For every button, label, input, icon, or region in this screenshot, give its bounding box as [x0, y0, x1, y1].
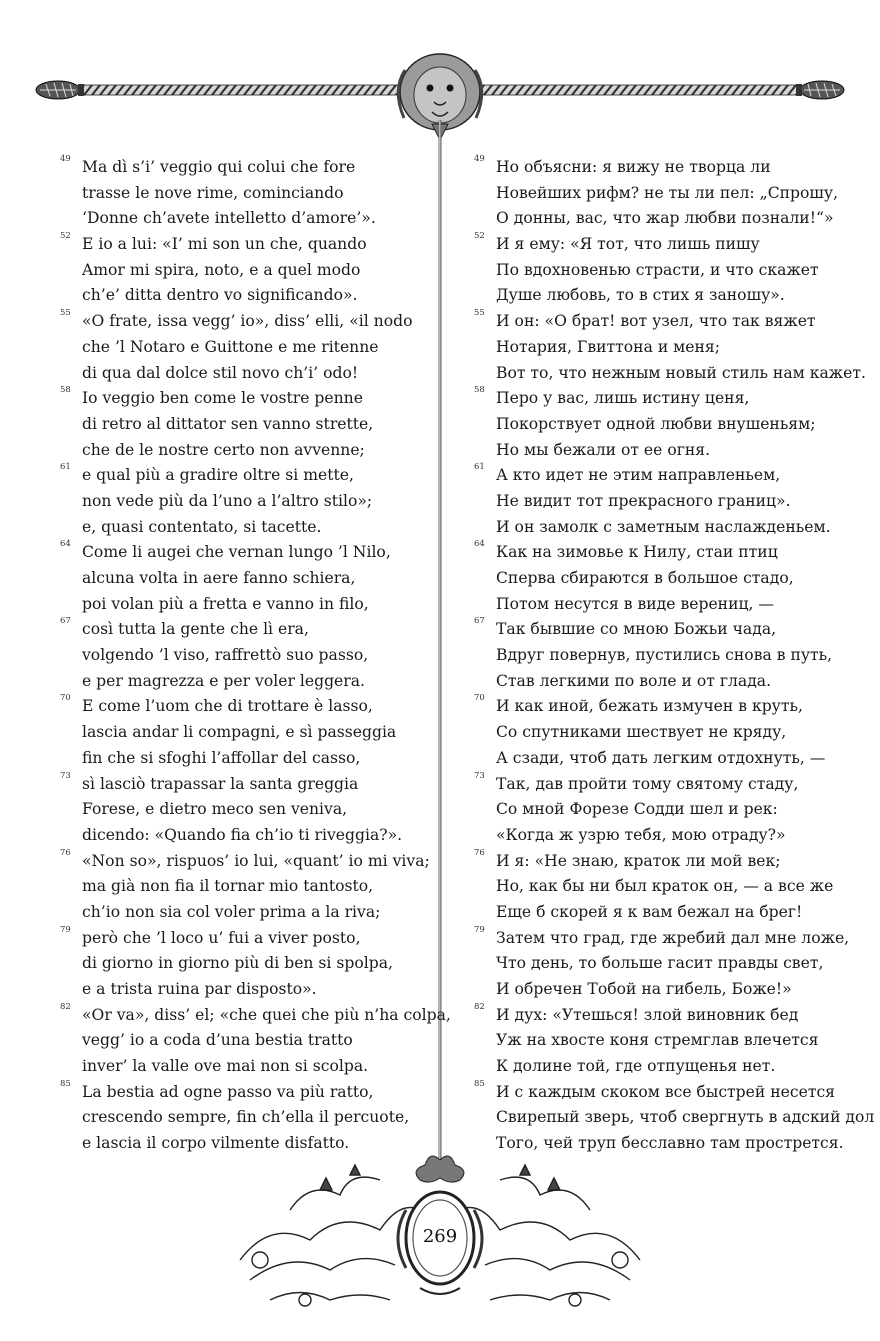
verse-line — [60, 386, 440, 412]
verse-text: vegg’ io a coda d’una bestia tratto — [82, 1031, 353, 1050]
verse-text: Come li augei che vernan lungo ’l Nilo, — [82, 543, 391, 562]
verse-text: Еще б скорей я к вам бежал на брег! — [496, 902, 803, 921]
stanza — [60, 386, 440, 463]
verse-line — [60, 823, 440, 849]
verse-number: 73 — [60, 770, 71, 781]
verse-number: 73 — [474, 770, 485, 781]
verse-number: 67 — [60, 616, 71, 627]
verse-text: Перо у вас, лишь истину ценя, — [496, 389, 750, 408]
stanza — [474, 386, 854, 463]
verse-line — [60, 515, 440, 541]
stanza — [60, 694, 440, 771]
stanza — [60, 926, 440, 1003]
verse-text: Amor mi spira, noto, e a quel modo — [82, 260, 361, 279]
verse-number: 55 — [60, 308, 71, 319]
verse-line — [474, 592, 854, 618]
stanza — [474, 1078, 875, 1157]
verse-line — [60, 1054, 440, 1080]
verse-text: trasse le nove rime, cominciando — [82, 183, 344, 202]
verse-text: Уж на хвосте коня стремглав влечется — [496, 1031, 819, 1050]
verse-line — [60, 155, 440, 181]
verse-line — [474, 232, 854, 258]
verse-line — [60, 412, 440, 438]
verse-number: 76 — [474, 847, 485, 858]
page-number: 269 — [422, 1226, 458, 1247]
verse-text: «Non so», rispuos’ io lui, «quant’ io mi viva; — [82, 851, 430, 870]
verse-text: Затем что град, где жребий дал мне ложе, — [496, 928, 850, 947]
verse-text: И он замолк с заметным наслажденьем. — [496, 517, 831, 536]
stanza — [474, 772, 854, 849]
stanza — [474, 463, 854, 540]
verse-number: 58 — [60, 385, 71, 396]
verse-line — [60, 694, 440, 720]
verse-text: Сперва сбираются в большое стадо, — [496, 569, 794, 587]
verse-text: ma già non fia il tornar mio tantosto, — [82, 877, 374, 896]
verse-line — [474, 515, 854, 541]
verse-line — [474, 1080, 854, 1106]
verse-text: И обречен Тобой на гибель, Боже!» — [496, 980, 792, 998]
verse-line — [474, 1028, 854, 1054]
verse-text: non vede più da l’uno a l’altro stilo»; — [82, 491, 373, 510]
rope-left — [80, 85, 410, 95]
verse-text: di qua dal dolce stil novo ch’i’ odo! — [82, 363, 359, 382]
verse-line — [474, 1003, 854, 1029]
verse-line — [60, 283, 440, 309]
verse-text: La bestia ad ogne passo va più ratto, — [82, 1082, 374, 1101]
stanza — [60, 1001, 451, 1080]
verse-line — [474, 694, 854, 720]
stanza — [60, 463, 440, 540]
verse-text: А кто идет не этим направленьем, — [496, 466, 781, 485]
stanza — [474, 617, 854, 694]
stanza — [474, 232, 854, 309]
verse-text: Со мной Форезе Содди шел и рек: — [496, 800, 778, 819]
verse-text: К долине той, где отпущенья нет. — [496, 1057, 776, 1076]
stanza — [474, 155, 854, 232]
verse-line — [474, 617, 854, 643]
verse-number: 79 — [60, 924, 71, 935]
verse-number: 52 — [474, 231, 485, 242]
verse-text: e a trista ruina par disposto». — [82, 980, 317, 998]
verse-line — [60, 977, 440, 1003]
verse-number: 61 — [474, 462, 485, 473]
verse-line — [474, 463, 854, 489]
verse-text: И как иной, бежать измучен в круть, — [496, 697, 803, 716]
verse-line — [60, 772, 440, 798]
verse-text: Потом несутся в виде верениц, — — [496, 594, 775, 613]
verse-line — [474, 951, 854, 977]
verse-text: Нотария, Гвиттона и меня; — [496, 337, 721, 356]
verse-text: Покорствует одной любви внушеньям; — [496, 414, 816, 433]
verse-text: volgendo ’l viso, raffrettò suo passo, — [82, 646, 369, 665]
verse-line — [474, 386, 854, 412]
verse-line — [474, 797, 854, 823]
verse-text: «Or va», diss’ el; «che quei che più n’ha colpa, — [82, 1005, 451, 1024]
verse-text: poi volan più a fretta e vanno in filo, — [82, 594, 369, 613]
verse-line — [60, 926, 440, 952]
verse-text: Новейших рифм? не ты ли пел: „Спрошу, — [496, 183, 839, 202]
verse-text: Став легкими по воле и от глада. — [496, 671, 772, 690]
russian-text-column — [474, 154, 875, 1157]
stanza — [60, 617, 440, 694]
verse-line — [474, 926, 854, 952]
verse-text: По вдохновенью страсти, и что скажет — [496, 260, 819, 279]
verse-line — [60, 566, 440, 592]
stanza — [60, 155, 440, 232]
verse-line — [60, 540, 440, 566]
verse-text: Того, чей труп бесславно там прострется. — [496, 1134, 844, 1153]
cartouche-frame-icon — [398, 1156, 482, 1294]
verse-text: però che ’l loco u’ fui a viver posto, — [82, 928, 361, 947]
verse-line — [474, 746, 854, 772]
verse-text: Душе любовь, то в стих я заношу». — [496, 286, 785, 305]
verse-text: ch’e’ ditta dentro vo significando». — [82, 286, 358, 305]
verse-line — [60, 1028, 440, 1054]
stanza — [474, 849, 854, 926]
verse-line — [60, 900, 440, 926]
stanza — [60, 540, 440, 617]
verse-number: 70 — [60, 693, 71, 704]
verse-text: alcuna volta in aere fanno schiera, — [82, 569, 356, 587]
verse-line — [60, 849, 440, 875]
pinecone-right-icon — [796, 81, 844, 99]
verse-line — [60, 232, 440, 258]
verse-text: dicendo: «Quando fia ch’io ti riveggia?». — [82, 825, 403, 844]
verse-line — [60, 951, 440, 977]
stanza — [60, 1080, 440, 1157]
verse-line — [474, 772, 854, 798]
verse-text: e lascia il corpo vilmente disfatto. — [82, 1134, 350, 1153]
verse-line — [474, 643, 854, 669]
verse-line — [60, 463, 440, 489]
verse-line — [474, 206, 854, 232]
verse-text: Ma dì s’i’ veggio qui colui che fore — [82, 158, 356, 176]
verse-number: 82 — [60, 1001, 71, 1012]
verse-line — [60, 746, 440, 772]
verse-line — [60, 1105, 440, 1131]
rope-right — [470, 85, 800, 95]
verse-line — [60, 206, 440, 232]
verse-text: così tutta la gente che lì era, — [82, 620, 309, 639]
verse-text: И дух: «Утешься! злой виновник бед — [496, 1005, 799, 1024]
verse-line — [474, 874, 854, 900]
verse-number: 82 — [474, 1001, 485, 1012]
verse-text: E io a lui: «I’ mi son un che, quando — [82, 235, 367, 254]
verse-text: che ’l Notaro e Guittone e me ritenne — [82, 337, 379, 356]
verse-line — [474, 309, 854, 335]
verse-text: e, quasi contentato, si tacette. — [82, 517, 322, 536]
verse-text: Но мы бежали от ее огня. — [496, 440, 711, 459]
verse-line — [60, 361, 440, 387]
verse-line — [474, 438, 854, 464]
verse-line — [60, 258, 440, 284]
verse-text: Io veggio ben come le vostre penne — [82, 389, 363, 408]
verse-line — [60, 309, 440, 335]
verse-text: E come l’uom che di trottare è lasso, — [82, 697, 373, 716]
verse-number: 76 — [60, 847, 71, 858]
verse-line — [60, 181, 440, 207]
verse-line — [474, 823, 854, 849]
verse-line — [474, 258, 854, 284]
pinecone-left-icon — [36, 81, 84, 99]
verse-line — [474, 412, 854, 438]
verse-line — [474, 361, 866, 387]
verse-line — [60, 617, 440, 643]
verse-number: 55 — [474, 308, 485, 319]
verse-line — [474, 977, 854, 1003]
verse-line — [60, 643, 440, 669]
verse-text: Так, дав пройти тому святому стаду, — [496, 774, 799, 793]
verse-line — [474, 489, 854, 515]
verse-text: Вдруг повернув, пустились снова в путь, — [496, 646, 833, 665]
verse-line — [60, 489, 440, 515]
verse-text: «O frate, issa vegg’ io», diss’ elli, «il nodo — [82, 312, 413, 331]
verse-number: 67 — [474, 616, 485, 627]
verse-text: Так бывшие со мною Божьи чада, — [496, 620, 777, 639]
stanza — [474, 308, 866, 386]
verse-number: 70 — [474, 693, 485, 704]
verse-number: 61 — [60, 462, 71, 473]
verse-number: 64 — [474, 539, 485, 550]
verse-text: fin che si sfoghi l’affollar del casso, — [82, 748, 361, 767]
verse-line — [474, 335, 854, 361]
stanza — [60, 232, 440, 309]
verse-text: А сзади, чтоб дать легким отдохнуть, — — [496, 748, 826, 767]
stanza — [474, 540, 854, 617]
verse-line — [474, 900, 854, 926]
verse-text: О донны, вас, что жар любви познали!“» — [496, 209, 834, 228]
verse-number: 49 — [60, 154, 71, 164]
verse-line — [474, 155, 854, 181]
verse-line — [60, 669, 440, 695]
verse-line — [474, 181, 854, 207]
verse-line — [60, 797, 440, 823]
verse-line — [60, 874, 440, 900]
verse-line — [474, 720, 854, 746]
verse-text: Но объясни: я вижу не творца ли — [496, 158, 771, 176]
stanza — [474, 694, 854, 771]
verse-text: Как на зимовье к Нилу, стаи птиц — [496, 543, 778, 562]
verse-text: Вот то, что нежным новый стиль нам кажет. — [496, 363, 866, 382]
verse-text: Свирепый зверь, чтоб свергнуть в адский дол — [496, 1108, 875, 1127]
verse-text: И я ему: «Я тот, что лишь пишу — [496, 235, 760, 254]
verse-text: Что день, то больше гасит правды свет, — [496, 954, 824, 973]
verse-text: Не видит тот прекрасного границ». — [496, 491, 791, 510]
verse-text: И я: «Не знаю, краток ли мой век; — [496, 851, 781, 870]
stanza — [60, 849, 440, 926]
italian-text-column — [60, 154, 451, 1157]
verse-text: che de le nostre certo non avvenne; — [82, 440, 365, 459]
stanza — [60, 772, 440, 849]
verse-text: sì lasciò trapassar la santa greggia — [82, 774, 359, 793]
verse-line — [60, 335, 440, 361]
verse-text: di retro al dittator sen vanno strette, — [82, 414, 374, 433]
verse-line — [474, 849, 854, 875]
verse-text: e qual più a gradire oltre si mette, — [82, 466, 354, 485]
verse-text: Forese, e dietro meco sen veniva, — [82, 800, 348, 819]
verse-line — [474, 1054, 854, 1080]
verse-number: 64 — [60, 539, 71, 550]
verse-text: ‘Donne ch’avete intelletto d’amore’». — [82, 209, 376, 228]
verse-line — [474, 566, 854, 592]
verse-line — [474, 1105, 875, 1131]
verse-text: inver’ la valle ove mai non si scolpa. — [82, 1057, 369, 1076]
verse-text: И с каждым скоком все быстрей несется — [496, 1082, 836, 1101]
verse-line — [60, 438, 440, 464]
verse-text: «Когда ж узрю тебя, мою отраду?» — [496, 825, 786, 844]
verse-line — [60, 720, 440, 746]
stanza — [60, 309, 440, 386]
verse-text: ch’io non sia col voler prima a la riva; — [82, 902, 381, 921]
verse-line — [474, 540, 854, 566]
verse-number: 49 — [474, 154, 485, 164]
verse-line — [474, 669, 854, 695]
verse-line — [474, 283, 854, 309]
stanza — [474, 926, 854, 1003]
verse-text: di giorno in giorno più di ben si spolpa, — [82, 954, 393, 973]
stanza — [474, 1003, 854, 1080]
verse-text: И он: «О брат! вот узел, что так вяжет — [496, 312, 816, 331]
verse-line — [60, 592, 440, 618]
verse-number: 85 — [474, 1078, 485, 1089]
verse-text: e per magrezza e per voler leggera. — [82, 671, 365, 690]
verse-text: Со спутниками шествует не кряду, — [496, 723, 787, 742]
verse-line — [60, 1001, 451, 1029]
verse-text: crescendo sempre, fin ch’ella il percuote, — [82, 1108, 410, 1127]
verse-text: lascia andar li compagni, e sì passeggia — [82, 723, 397, 742]
verse-number: 52 — [60, 231, 71, 242]
verse-text: Но, как бы ни был краток он, — а все же — [496, 877, 834, 896]
verse-number: 58 — [474, 385, 485, 396]
verse-number: 85 — [60, 1078, 71, 1089]
verse-line — [60, 1080, 440, 1106]
verse-number: 79 — [474, 924, 485, 935]
